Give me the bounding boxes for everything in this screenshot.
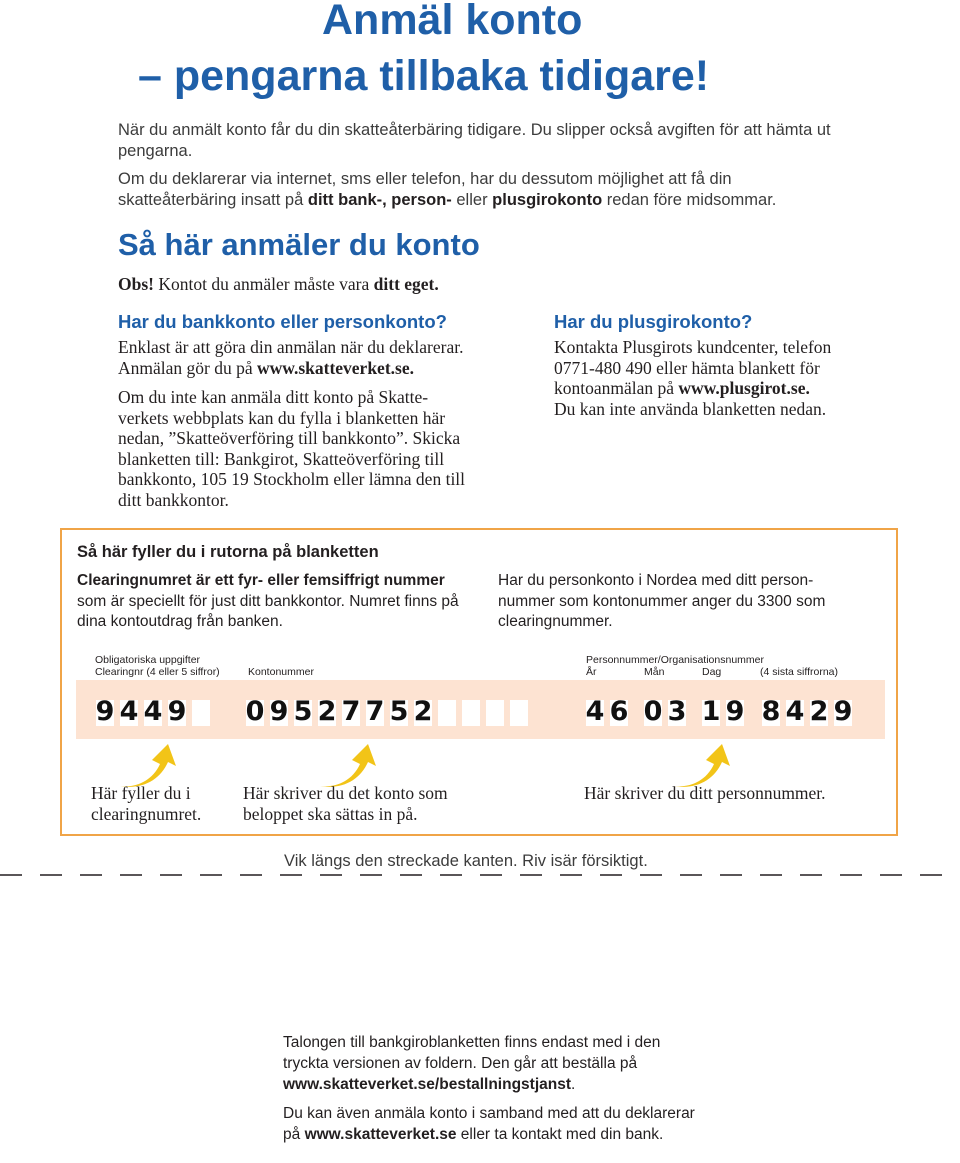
personnummer-digit: 2	[809, 696, 829, 727]
account-digit: 5	[293, 696, 313, 727]
label-clearing: Clearingnr (4 eller 5 siffror)	[95, 666, 220, 678]
plusgiro-paragraph: Kontakta Plusgirots kundcenter, telefon 0771-480 490 eller hämta blankett för kontoanmälan på www.plusgirot.se. Du kan inte använda blanketten nedan.	[554, 337, 832, 419]
clearing-digit: 4	[143, 696, 163, 727]
clearing-cell[interactable]	[192, 700, 210, 726]
footer-paragraph-1: Talongen till bankgiroblanketten finns endast med i den tryckta versionen av foldern. Den går att beställa på www.skatteverket.se/bestallningstjanst.	[283, 1034, 661, 1093]
footer-paragraph-2: Du kan även anmäla konto i samband med att du deklarerar på www.skatteverket.se eller ta kontakt med din bank.	[283, 1105, 695, 1143]
account-cell[interactable]	[510, 700, 528, 726]
bank-paragraph-2: Om du inte kan anmäla ditt konto på Skatte-verkets webbplats kan du fylla i blanketten här nedan, ”Skatteöverföring till bankkonto”. Skicka blanketten till: Bankgirot, Skatteöverföring till bankkonto, 105 19 Stockholm eller lämna den till ditt bankkontor.	[118, 387, 466, 510]
caption-account: Här skriver du det konto som beloppet ska sättas in på.	[243, 783, 448, 824]
clearing-explanation: Clearingnumret är ett fyr- eller femsiffrigt nummer som är speciellt för just ditt bankkontor. Numret finns på dina kontoutdrag från banken.	[77, 572, 459, 630]
personnummer-digit: 4	[785, 696, 805, 727]
personnummer-digit: 4	[585, 696, 605, 727]
account-cell[interactable]	[462, 700, 480, 726]
account-digit: 7	[365, 696, 385, 727]
page-title-line1: Anmäl konto	[322, 0, 583, 44]
label-day: Dag	[702, 666, 722, 678]
personnummer-digit: 6	[609, 696, 629, 727]
personnummer-digit: 9	[833, 696, 853, 727]
personnummer-digit: 3	[667, 696, 687, 727]
label-required: Obligatoriska uppgifter	[95, 654, 201, 666]
intro-paragraph-2: Om du deklarerar via internet, sms eller telefon, har du dessutom möjlighet att få din skatteåterbäring insatt på ditt bank-, person- eller plusgirokonto redan före midsommar.	[118, 170, 777, 209]
personnummer-digit: 0	[643, 696, 663, 727]
plusgiro-heading: Har du plusgirokonto?	[554, 311, 753, 332]
account-digit: 9	[269, 696, 289, 727]
bank-paragraph-1: Enklast är att göra din anmälan när du deklarerar. Anmälan gör du på www.skatteverket.se.	[118, 337, 464, 378]
bank-heading: Har du bankkonto eller personkonto?	[118, 311, 447, 332]
label-account: Kontonummer	[248, 666, 314, 678]
account-digit: 2	[317, 696, 337, 727]
clearing-digit: 9	[95, 696, 115, 727]
cut-line-text: Vik längs den streckade kanten. Riv isär försiktigt.	[280, 852, 652, 871]
skatteverket-footer-link[interactable]: www.skatteverket.se	[304, 1126, 457, 1143]
caption-clearing: Här fyller du i clearingnumret.	[91, 783, 202, 824]
skatteverket-link[interactable]: www.skatteverket.se.	[257, 357, 414, 378]
caption-personnummer: Här skriver du ditt personnummer.	[584, 783, 826, 803]
clearing-digit: 9	[167, 696, 187, 727]
bestallningstjanst-link[interactable]: www.skatteverket.se/bestallningstjanst	[283, 1076, 572, 1093]
label-last4: (4 sista siffrorna)	[760, 666, 838, 678]
account-digit: 7	[341, 696, 361, 727]
form-box-title: Så här fyller du i rutorna på blanketten	[77, 543, 379, 561]
clearing-digit: 4	[119, 696, 139, 727]
account-digit: 5	[389, 696, 409, 727]
how-to-heading: Så här anmäler du konto	[118, 227, 480, 262]
page-title-line2: – pengarna tillbaka tidigare!	[138, 52, 710, 100]
personnummer-digit: 9	[725, 696, 745, 727]
personnummer-digit: 8	[761, 696, 781, 727]
personnummer-digit: 1	[701, 696, 721, 727]
label-personnummer: Personnummer/Organisationsnummer	[586, 654, 764, 666]
account-cell[interactable]	[438, 700, 456, 726]
intro-paragraph-1: När du anmält konto får du din skatteåterbäring tidigare. Du slipper också avgiften för att hämta ut pengarna.	[118, 121, 831, 160]
notice: Obs! Kontot du anmäler måste vara ditt eget.	[118, 274, 439, 294]
account-digit: 2	[413, 696, 433, 727]
account-digit: 0	[245, 696, 265, 727]
label-month: Mån	[644, 666, 665, 678]
nordea-explanation: Har du personkonto i Nordea med ditt person-nummer som kontonummer anger du 3300 som clearingnummer.	[498, 572, 826, 630]
account-cell[interactable]	[486, 700, 504, 726]
label-year: År	[586, 666, 597, 678]
plusgirot-link[interactable]: www.plusgirot.se.	[678, 378, 810, 398]
